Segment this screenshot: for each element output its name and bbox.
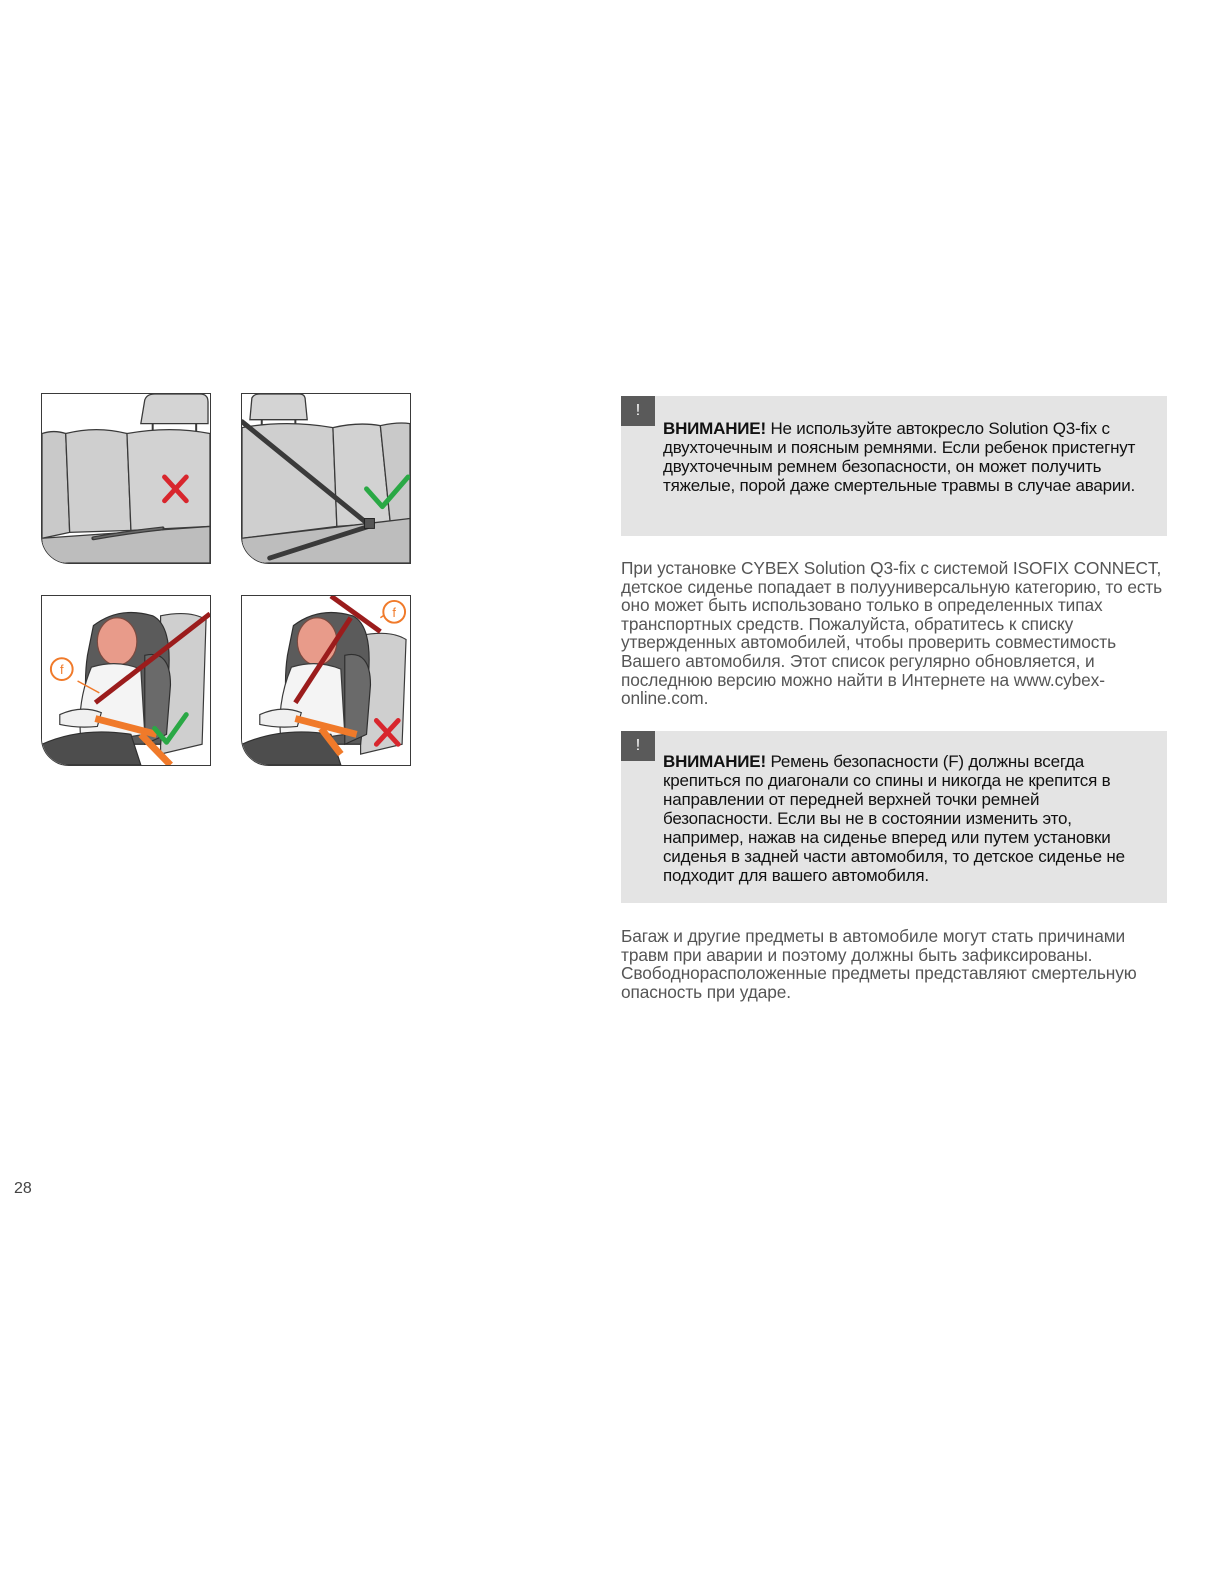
figure-belt-from-front (241, 595, 411, 766)
car-bench-three-point-belt-illustration (242, 394, 410, 563)
warning-text (663, 752, 1153, 885)
page-number: 28 (14, 1180, 32, 1197)
warning-icon: ! (621, 731, 655, 761)
warning-text (663, 419, 1153, 495)
figure-three-point-belt (241, 393, 411, 564)
luggage-info-paragraph: Багаж и другие предметы в автомобиле могут стать причинами травм при аварии и поэтому должны быть зафиксированы. Свободнорасположенные предметы представляют смертельную опасность при ударе. (621, 926, 1137, 1002)
warning-body: Ремень безопасности (F) должны всегда крепиться по диагонали со спины и никогда не крепится в направлении от передней верхней точки ремней безопасности. Если вы не в состоянии изменить это, например, нажав на сиденье вперед или путем установки сиденья в задней части автомобиля, то детское сиденье не подходит для вашего автомобиля. (663, 752, 1125, 885)
car-bench-lap-belt-illustration (42, 394, 210, 563)
figure-belt-from-back (41, 595, 211, 766)
figure-lap-belt (41, 393, 211, 564)
child-seat-belt-back-illustration (42, 596, 210, 765)
warning-box-seat-belt-type (621, 396, 1167, 536)
warning-box-belt-direction (621, 731, 1167, 903)
warning-icon: ! (621, 396, 655, 426)
callout-label: f (392, 604, 396, 620)
warning-body: Не используйте автокресло Solution Q3-fix с двухточечным и поясным ремнями. Если ребенок пристегнут двухточечным ремнем безопасности, он может получить тяжелые, порой даже смертельные травмы в случае аварии. (663, 419, 1136, 495)
warning-title: ВНИМАНИЕ! (663, 752, 766, 771)
isofix-info-paragraph: При установке CYBEX Solution Q3-fix с системой ISOFIX CONNECT, детское сиденье попадает в полууниверсальную категорию, то есть оно может быть использовано только в определенных типах транспортных средств. Пожалуйста, обратитесь к списку утвержденных автомобилей, чтобы проверить совместимость Вашего автомобиля. Этот список регулярно обновляется, и последнюю версию можно найти в Интернете на www.cybex-online.com. (621, 558, 1163, 709)
child-seat-belt-front-illustration (242, 596, 410, 765)
warning-title: ВНИМАНИЕ! (663, 419, 766, 438)
callout-label: f (59, 662, 64, 678)
